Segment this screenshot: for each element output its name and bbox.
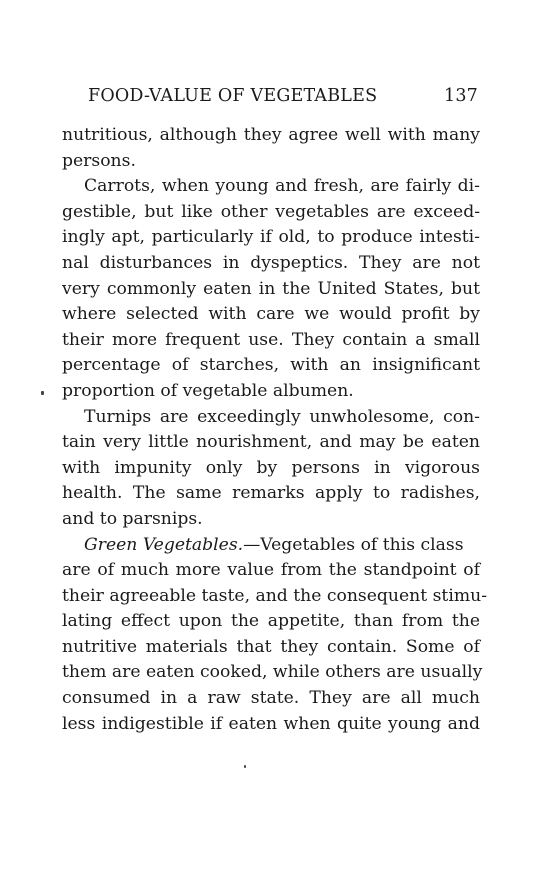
text-line: ingly apt, particularly if old, to produce intesti- (62, 227, 480, 248)
text-line: with impunity only by persons in vigorous (62, 457, 480, 478)
section-heading-italic: Green Vegetables. (84, 534, 244, 555)
text-line: are of much more value from the standpoint of (62, 560, 480, 581)
text-line: tain very little nourishment, and may be eaten (62, 432, 480, 453)
text-line: proportion of vegetable albumen. (62, 380, 354, 401)
text-line: where selected with care we would profit by (62, 304, 480, 325)
text-line: their agreeable taste, and the consequent stimu- (62, 585, 488, 606)
text-line: less indigestible if eaten when quite young and (62, 713, 480, 734)
running-title: FOOD-VALUE OF VEGETABLES (88, 86, 378, 106)
text-line: nal disturbances in dyspeptics. They are not (62, 252, 480, 273)
body-text (62, 123, 488, 737)
text-line: consumed in a raw state. They are all much (62, 688, 480, 709)
text-line: percentage of starches, with an insignificant (62, 355, 480, 376)
paragraph-start-turnips: Turnips are exceedingly unwholesome, con- (84, 406, 480, 427)
print-speck (244, 765, 246, 768)
text-line: health. The same remarks apply to radishes, (62, 483, 480, 504)
text-line: them are eaten cooked, while others are usually (62, 662, 483, 683)
text-line: nutritive materials that they contain. Some of (62, 636, 480, 657)
text-line: lating effect upon the appetite, than from the (62, 611, 480, 632)
section-heading-continuation: —Vegetables of this class (243, 534, 464, 555)
page-number: 137 (443, 86, 478, 106)
text-line: nutritious, although they agree well with many (62, 125, 480, 145)
text-line: and to parsnips. (62, 508, 203, 529)
paragraph-start-green-vegetables (62, 533, 480, 559)
print-speck (41, 391, 44, 395)
text-line: gestible, but like other vegetables are exceed- (62, 201, 480, 222)
text-line: their more frequent use. They contain a small (62, 329, 480, 350)
text-line: very commonly eaten in the United States, but (62, 278, 480, 299)
paragraph-start-carrots: Carrots, when young and fresh, are fairly di- (84, 176, 480, 197)
text-line: persons. (62, 150, 136, 171)
